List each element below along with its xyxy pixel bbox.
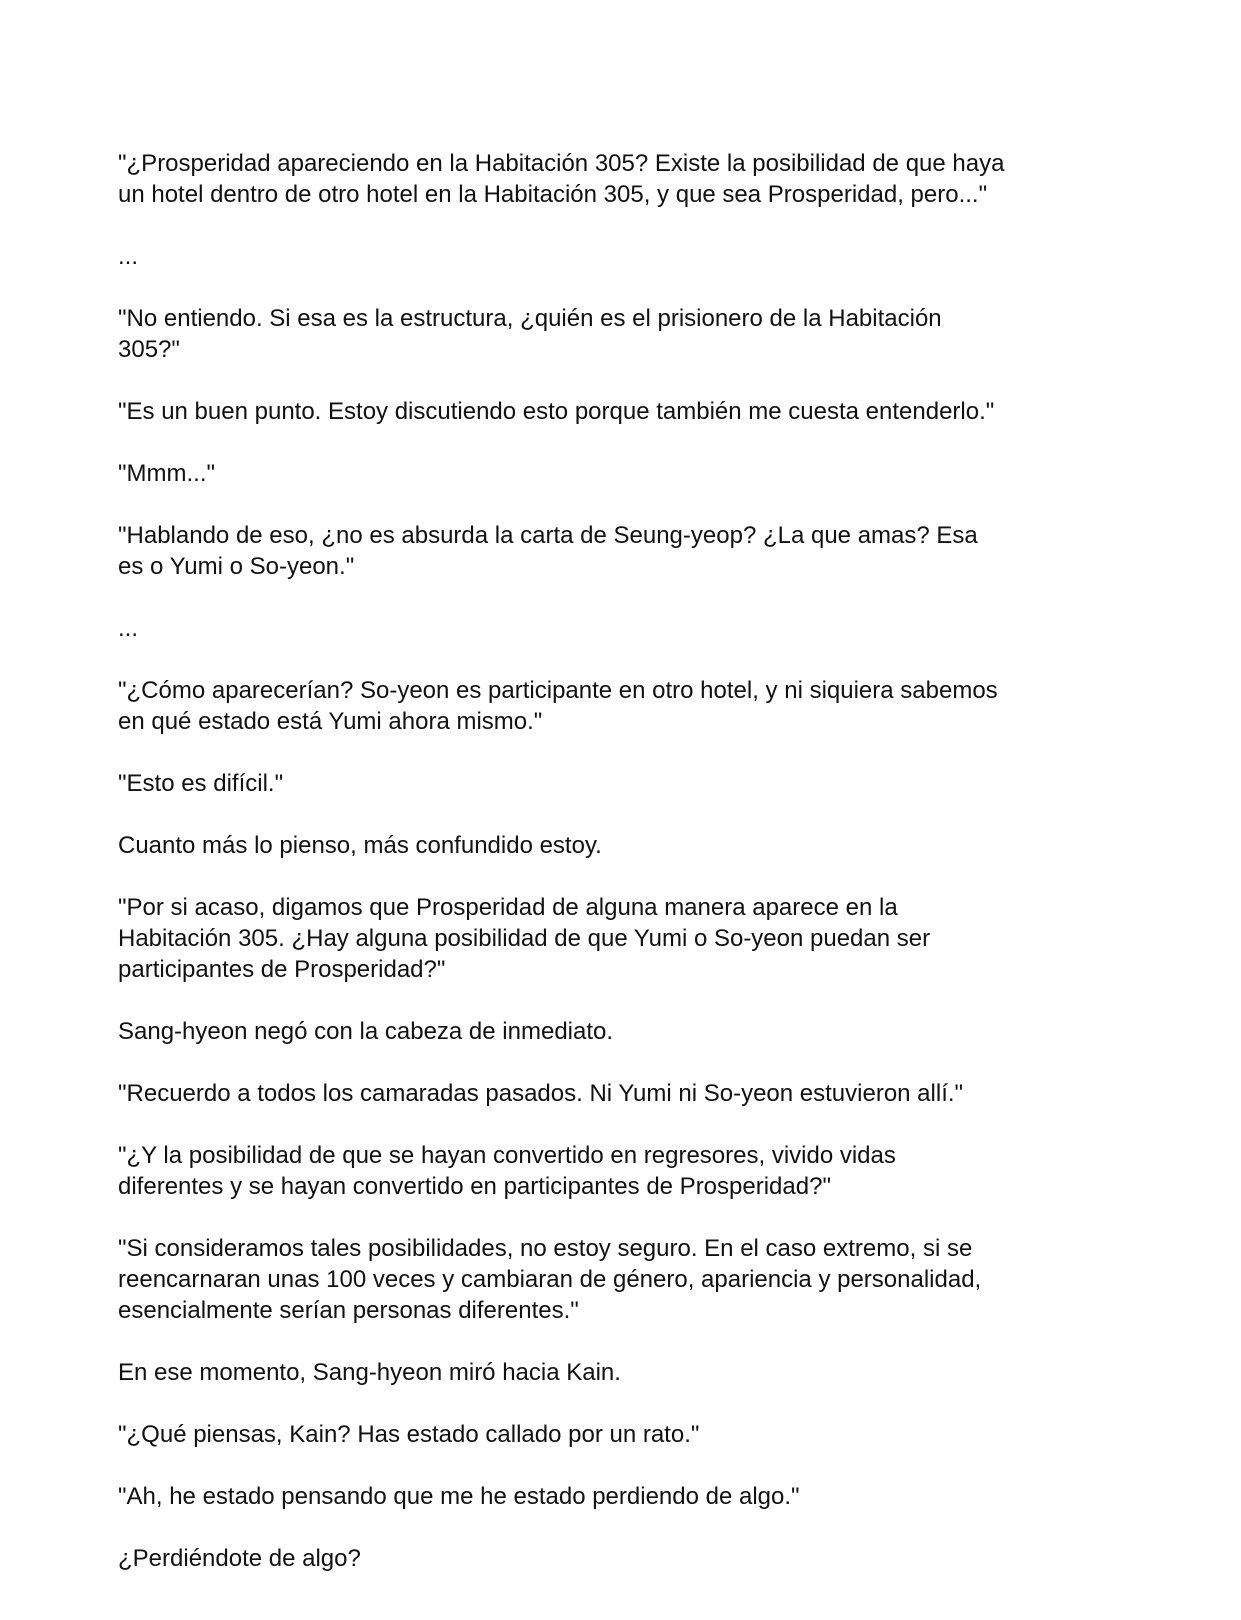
- paragraph: [118, 1357, 1118, 1388]
- text-line: en qué estado está Yumi ahora mismo.": [118, 708, 543, 735]
- paragraph: [118, 675, 1118, 737]
- paragraph: [118, 396, 1118, 427]
- paragraph: [118, 148, 1118, 210]
- paragraph: [118, 303, 1118, 365]
- paragraph: [118, 1419, 1118, 1450]
- text-line: participantes de Prosperidad?": [118, 956, 446, 983]
- text-line: diferentes y se hayan convertido en participantes de Prosperidad?": [118, 1173, 831, 1200]
- text-line: "Por si acaso, digamos que Prosperidad de alguna manera aparece en la: [118, 894, 898, 921]
- paragraph: [118, 1078, 1118, 1109]
- text-line: "¿Y la posibilidad de que se hayan convertido en regresores, vivido vidas: [118, 1142, 896, 1169]
- text-line: ...: [118, 243, 139, 270]
- paragraph: [118, 458, 1118, 489]
- text-line: reencarnaran unas 100 veces y cambiaran de género, apariencia y personalidad,: [118, 1266, 982, 1293]
- text-line: "Mmm...": [118, 460, 216, 487]
- text-line: un hotel dentro de otro hotel en la Habitación 305, y que sea Prosperidad, pero...": [118, 181, 988, 208]
- text-line: ...: [118, 615, 139, 642]
- paragraph: [118, 1016, 1118, 1047]
- paragraph: [118, 830, 1118, 861]
- text-line: Cuanto más lo pienso, más confundido estoy.: [118, 832, 602, 859]
- text-line: Sang-hyeon negó con la cabeza de inmediato.: [118, 1018, 614, 1045]
- paragraph: [118, 520, 1118, 582]
- paragraph: [118, 1233, 1118, 1326]
- text-line: "Recuerdo a todos los camaradas pasados. Ni Yumi ni So-yeon estuvieron allí.": [118, 1080, 964, 1107]
- paragraph: [118, 1140, 1118, 1202]
- paragraph: [118, 892, 1118, 985]
- text-line: "Ah, he estado pensando que me he estado perdiendo de algo.": [118, 1483, 800, 1510]
- document-body: [118, 148, 1118, 1605]
- text-line: "Hablando de eso, ¿no es absurda la carta de Seung-yeop? ¿La que amas? Esa: [118, 522, 978, 549]
- paragraph: [118, 241, 1118, 272]
- text-line: esencialmente serían personas diferentes.": [118, 1297, 579, 1324]
- text-line: 305?": [118, 336, 180, 363]
- text-line: "Es un buen punto. Estoy discutiendo esto porque también me cuesta entenderlo.": [118, 398, 995, 425]
- text-line: "¿Prosperidad apareciendo en la Habitación 305? Existe la posibilidad de que haya: [118, 150, 1005, 177]
- text-line: "No entiendo. Si esa es la estructura, ¿quién es el prisionero de la Habitación: [118, 305, 942, 332]
- text-line: "Esto es difícil.": [118, 770, 284, 797]
- paragraph: [118, 768, 1118, 799]
- paragraph: [118, 1543, 1118, 1574]
- text-line: es o Yumi o So-yeon.": [118, 553, 355, 580]
- text-line: "¿Cómo aparecerían? So-yeon es participante en otro hotel, y ni siquiera sabemos: [118, 677, 998, 704]
- text-line: En ese momento, Sang-hyeon miró hacia Kain.: [118, 1359, 621, 1386]
- text-line: Habitación 305. ¿Hay alguna posibilidad de que Yumi o So-yeon puedan ser: [118, 925, 931, 952]
- text-line: ¿Perdiéndote de algo?: [118, 1545, 361, 1572]
- text-line: "Si consideramos tales posibilidades, no estoy seguro. En el caso extremo, si se: [118, 1235, 973, 1262]
- paragraph: [118, 613, 1118, 644]
- text-line: "¿Qué piensas, Kain? Has estado callado por un rato.": [118, 1421, 700, 1448]
- paragraph: [118, 1481, 1118, 1512]
